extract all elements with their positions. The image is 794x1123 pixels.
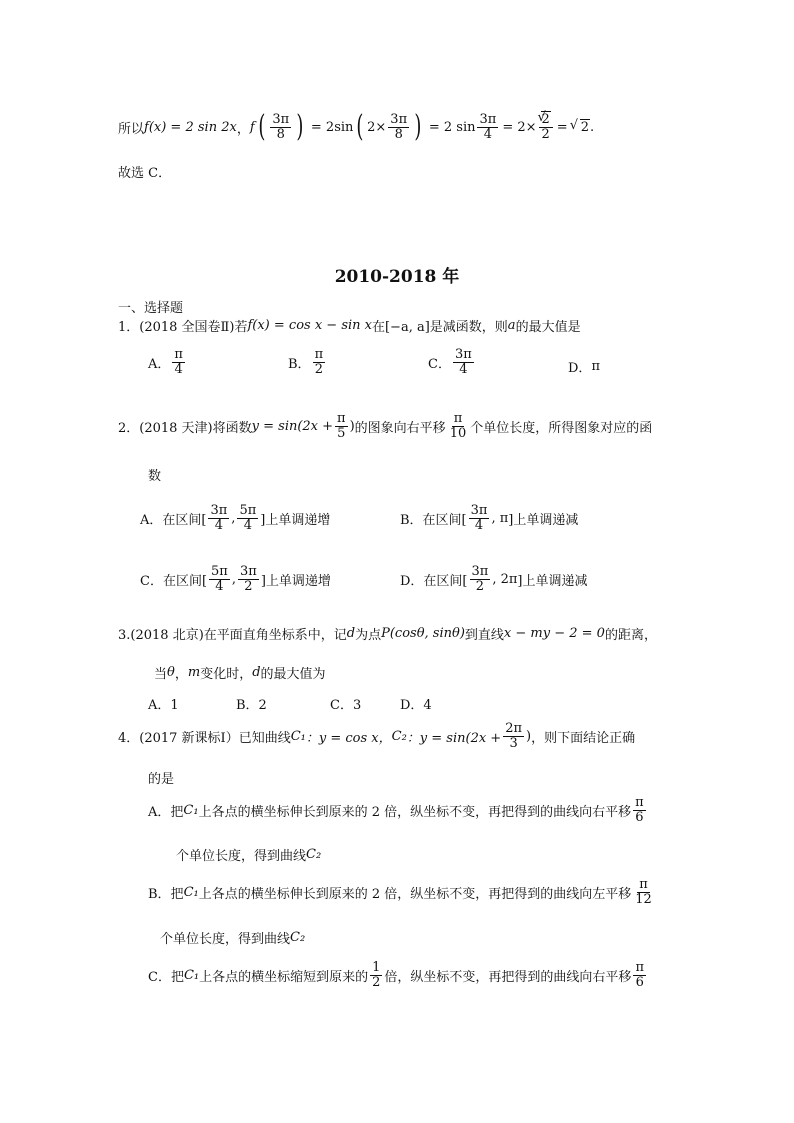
question-4-option-b: B．把 C₁ 上各点的横坐标伸长到原来的 2 倍，纵坐标不变，再把得到的曲线向左平移 $\frac{\pi}{12}$ bbox=[148, 877, 652, 907]
solution-prefix: 所以 bbox=[118, 121, 145, 137]
question-2-option-b: B．在区间[ $\frac{3\pi}{4}$ , π ]上单调递减 bbox=[400, 503, 579, 533]
section-title: 2010-2018 年 bbox=[334, 267, 460, 287]
question-4-option-a-cont: 个单位长度，得到曲线 C₂ bbox=[176, 847, 322, 864]
question-3-option-c: C．3 bbox=[330, 698, 362, 713]
question-1-option-c: C． $\frac{3\pi}{4}$ bbox=[428, 347, 472, 377]
solution-formula-line: 所以 f(x) = 2 sin 2x ， f ( $\frac{3\pi}{8}$ ) = 2sin ( 2× $\frac{3\pi}{8}$ ) = 2 sin $\frac{3\pi}{4}$ = 2× √ $\frac{2}{2}$ = √ 2 . bbox=[118, 112, 594, 142]
section-heading: 一、选择题 bbox=[118, 301, 184, 316]
solution-f-def: f(x) = 2 sin 2x bbox=[144, 119, 237, 135]
question-4-option-b-cont: 个单位长度，得到曲线 C₂ bbox=[160, 930, 306, 947]
question-4-stem: 4．(2017 新课标Ⅰ）已知曲线 C₁ ：y = cos x， C₂ ：y = sin(2x + $\frac{2\pi}{3}$ ) ，则下面结论正确 bbox=[118, 721, 636, 751]
question-3-stem: 3.(2018 北京)在平面直角坐标系中，记 d 为点 P(cosθ, sinθ) 到直线 x − my − 2 = 0 的距离， bbox=[118, 626, 657, 643]
question-3-option-b: B．2 bbox=[236, 698, 267, 713]
question-4-option-c: C．把 C₁ 上各点的横坐标缩短到原来的 $\frac{1}{2}$ 倍，纵坐标不变，再把得到的曲线向右平移 $\frac{\pi}{6}$ bbox=[148, 960, 644, 990]
question-2-stem: 2．(2018 天津)将函数 y = sin(2x + $\frac{\pi}{5}$ ) 的图象向右平移 $\frac{\pi}{10}$ 个单位长度，所得图象对应的函 bbox=[118, 411, 653, 441]
question-1-option-b: B． $\frac{\pi}{2}$ bbox=[288, 347, 324, 377]
question-2-option-a: A．在区间[ $\frac{3\pi}{4}$ , $\frac{5\pi}{4}$ ]上单调递增 bbox=[140, 503, 331, 533]
solution-sep: ， bbox=[236, 121, 250, 137]
frac-3pi-8: $\frac{3\pi}{8}$ bbox=[272, 111, 290, 142]
question-3-option-d: D．4 bbox=[400, 698, 432, 713]
question-3-option-a: A．1 bbox=[148, 698, 179, 713]
question-4-stem-cont: 的是 bbox=[148, 772, 175, 787]
question-4-option-a: A．把 C₁ 上各点的横坐标伸长到原来的 2 倍，纵坐标不变，再把得到的曲线向右平移 $\frac{\pi}{6}$ bbox=[148, 795, 644, 825]
question-2-option-d: D．在区间[ $\frac{3\pi}{2}$ , 2π ]上单调递减 bbox=[400, 564, 588, 594]
question-1-stem: 1．(2018 全国卷Ⅱ)若 f(x) = cos x − sin x 在[−a, a]是减函数，则 a 的最大值是 bbox=[118, 318, 581, 335]
question-1-option-a: A． $\frac{\pi}{4}$ bbox=[148, 347, 183, 377]
question-1-option-d: D． π bbox=[568, 359, 600, 376]
question-3-stem-cont: 当 θ ， m 变化时， d 的最大值为 bbox=[154, 665, 326, 682]
question-2-stem-cont: 数 bbox=[148, 469, 162, 484]
solution-conclusion: 故选 C． bbox=[118, 166, 172, 181]
question-2-option-c: C．在区间[ $\frac{5\pi}{4}$ , $\frac{3\pi}{2}$ ]上单调递增 bbox=[140, 564, 331, 594]
